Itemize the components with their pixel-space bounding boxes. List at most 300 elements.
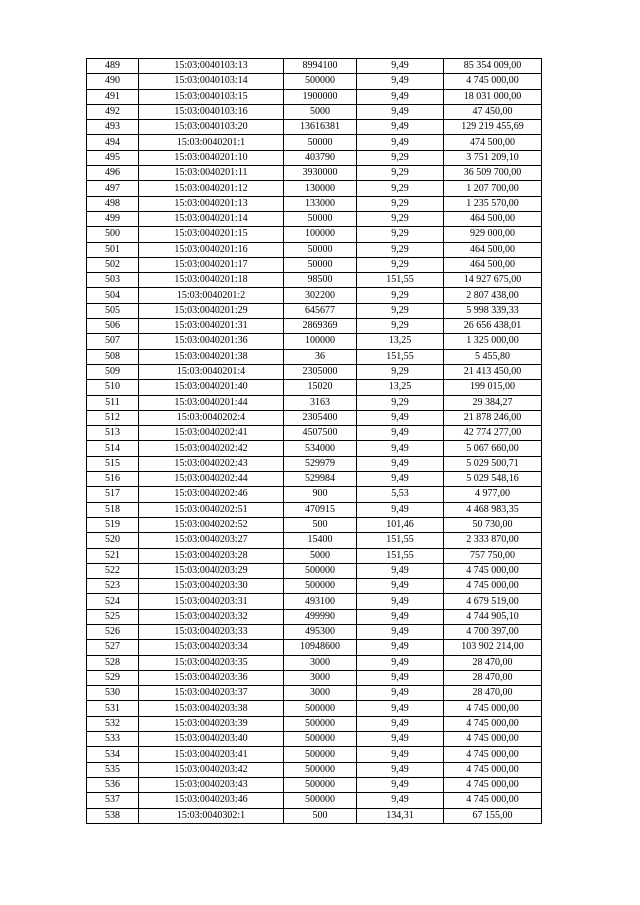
table-row: [87, 609, 542, 624]
rate-cell: 9,49: [357, 732, 444, 747]
rate-cell: 9,29: [357, 257, 444, 272]
value-cell: 4 745 000,00: [444, 74, 542, 89]
area-cell: 5000: [284, 104, 357, 119]
area-cell: 3000: [284, 655, 357, 670]
area-cell: 10948600: [284, 640, 357, 655]
table-row: [87, 257, 542, 272]
cadastral-number-cell: 15:03:0040202:46: [139, 487, 284, 502]
value-cell: 4 744 905,10: [444, 609, 542, 624]
table-row: [87, 548, 542, 563]
value-cell: 36 509 700,00: [444, 166, 542, 181]
area-cell: 50000: [284, 257, 357, 272]
rate-cell: 151,55: [357, 273, 444, 288]
area-cell: 302200: [284, 288, 357, 303]
cadastral-number-cell: 15:03:0040201:17: [139, 257, 284, 272]
row-number-cell: 500: [87, 227, 139, 242]
rate-cell: 9,49: [357, 655, 444, 670]
cadastral-number-cell: 15:03:0040203:43: [139, 777, 284, 792]
row-number-cell: 537: [87, 793, 139, 808]
cadastral-number-cell: 15:03:0040202:43: [139, 456, 284, 471]
rate-cell: 9,49: [357, 563, 444, 578]
row-number-cell: 510: [87, 380, 139, 395]
table-row: [87, 227, 542, 242]
value-cell: 464 500,00: [444, 242, 542, 257]
value-cell: 4 745 000,00: [444, 777, 542, 792]
area-cell: 529979: [284, 456, 357, 471]
cadastral-number-cell: 15:03:0040203:46: [139, 793, 284, 808]
table-row: [87, 59, 542, 74]
row-number-cell: 503: [87, 273, 139, 288]
rate-cell: 9,49: [357, 410, 444, 425]
cadastral-number-cell: 15:03:0040201:14: [139, 211, 284, 226]
area-cell: 529984: [284, 472, 357, 487]
value-cell: 5 029 500,71: [444, 456, 542, 471]
table-row: [87, 150, 542, 165]
value-cell: 2 333 870,00: [444, 533, 542, 548]
value-cell: 4 700 397,00: [444, 624, 542, 639]
area-cell: 13616381: [284, 120, 357, 135]
area-cell: 50000: [284, 135, 357, 150]
area-cell: 500000: [284, 732, 357, 747]
value-cell: 474 500,00: [444, 135, 542, 150]
value-cell: 1 235 570,00: [444, 196, 542, 211]
table-row: [87, 319, 542, 334]
value-cell: 1 207 700,00: [444, 181, 542, 196]
rate-cell: 9,49: [357, 624, 444, 639]
row-number-cell: 522: [87, 563, 139, 578]
value-cell: 47 450,00: [444, 104, 542, 119]
cadastral-number-cell: 15:03:0040203:40: [139, 732, 284, 747]
table-row: [87, 166, 542, 181]
table-row: [87, 211, 542, 226]
value-cell: 199 015,00: [444, 380, 542, 395]
rate-cell: 9,29: [357, 303, 444, 318]
cadastral-number-cell: 15:03:0040203:32: [139, 609, 284, 624]
row-number-cell: 512: [87, 410, 139, 425]
cadastral-number-cell: 15:03:0040203:37: [139, 686, 284, 701]
row-number-cell: 491: [87, 89, 139, 104]
value-cell: 18 031 000,00: [444, 89, 542, 104]
cadastral-number-cell: 15:03:0040201:15: [139, 227, 284, 242]
row-number-cell: 511: [87, 395, 139, 410]
value-cell: 42 774 277,00: [444, 426, 542, 441]
rate-cell: 151,55: [357, 349, 444, 364]
area-cell: 1900000: [284, 89, 357, 104]
value-cell: 757 750,00: [444, 548, 542, 563]
rate-cell: 9,49: [357, 640, 444, 655]
table-row: [87, 686, 542, 701]
row-number-cell: 538: [87, 808, 139, 823]
area-cell: 500000: [284, 762, 357, 777]
row-number-cell: 506: [87, 319, 139, 334]
area-cell: 500000: [284, 701, 357, 716]
value-cell: 464 500,00: [444, 211, 542, 226]
row-number-cell: 523: [87, 579, 139, 594]
area-cell: 100000: [284, 227, 357, 242]
row-number-cell: 509: [87, 364, 139, 379]
value-cell: 3 751 209,10: [444, 150, 542, 165]
cadastral-number-cell: 15:03:0040103:16: [139, 104, 284, 119]
table-row: [87, 74, 542, 89]
row-number-cell: 496: [87, 166, 139, 181]
cadastral-number-cell: 15:03:0040201:2: [139, 288, 284, 303]
cadastral-number-cell: 15:03:0040201:13: [139, 196, 284, 211]
rate-cell: 9,29: [357, 288, 444, 303]
value-cell: 21 878 246,00: [444, 410, 542, 425]
rate-cell: 9,49: [357, 609, 444, 624]
table-row: [87, 426, 542, 441]
area-cell: 98500: [284, 273, 357, 288]
value-cell: 4 745 000,00: [444, 762, 542, 777]
area-cell: 3163: [284, 395, 357, 410]
table-row: [87, 716, 542, 731]
row-number-cell: 492: [87, 104, 139, 119]
cadastral-number-cell: 15:03:0040202:4: [139, 410, 284, 425]
cadastral-number-cell: 15:03:0040201:1: [139, 135, 284, 150]
value-cell: 14 927 675,00: [444, 273, 542, 288]
rate-cell: 9,49: [357, 686, 444, 701]
area-cell: 500000: [284, 777, 357, 792]
rate-cell: 151,55: [357, 533, 444, 548]
area-cell: 500: [284, 517, 357, 532]
area-cell: 500000: [284, 579, 357, 594]
value-cell: 4 745 000,00: [444, 716, 542, 731]
table-row: [87, 456, 542, 471]
area-cell: 900: [284, 487, 357, 502]
cadastral-number-cell: 15:03:0040201:4: [139, 364, 284, 379]
rate-cell: 9,49: [357, 762, 444, 777]
rate-cell: 9,49: [357, 670, 444, 685]
rate-cell: 134,31: [357, 808, 444, 823]
rate-cell: 9,29: [357, 211, 444, 226]
cadastral-number-cell: 15:03:0040201:12: [139, 181, 284, 196]
cadastral-number-cell: 15:03:0040203:34: [139, 640, 284, 655]
area-cell: 500000: [284, 747, 357, 762]
rate-cell: 9,49: [357, 472, 444, 487]
table-row: [87, 594, 542, 609]
area-cell: 534000: [284, 441, 357, 456]
rate-cell: 9,49: [357, 701, 444, 716]
row-number-cell: 518: [87, 502, 139, 517]
row-number-cell: 507: [87, 334, 139, 349]
table-row: [87, 472, 542, 487]
value-cell: 67 155,00: [444, 808, 542, 823]
table-body: [87, 59, 542, 824]
value-cell: 464 500,00: [444, 257, 542, 272]
area-cell: 645677: [284, 303, 357, 318]
value-cell: 4 745 000,00: [444, 732, 542, 747]
rate-cell: 13,25: [357, 334, 444, 349]
row-number-cell: 534: [87, 747, 139, 762]
cadastral-number-cell: 15:03:0040103:13: [139, 59, 284, 74]
table-row: [87, 303, 542, 318]
value-cell: 28 470,00: [444, 670, 542, 685]
area-cell: 5000: [284, 548, 357, 563]
rate-cell: 9,49: [357, 135, 444, 150]
row-number-cell: 517: [87, 487, 139, 502]
cadastral-number-cell: 15:03:0040202:42: [139, 441, 284, 456]
area-cell: 500000: [284, 716, 357, 731]
rate-cell: 9,49: [357, 747, 444, 762]
cadastral-number-cell: 15:03:0040203:35: [139, 655, 284, 670]
table-row: [87, 732, 542, 747]
area-cell: 495300: [284, 624, 357, 639]
rate-cell: 9,49: [357, 441, 444, 456]
cadastral-number-cell: 15:03:0040201:18: [139, 273, 284, 288]
cadastral-number-cell: 15:03:0040202:41: [139, 426, 284, 441]
cadastral-number-cell: 15:03:0040201:31: [139, 319, 284, 334]
row-number-cell: 536: [87, 777, 139, 792]
area-cell: 500: [284, 808, 357, 823]
area-cell: 403790: [284, 150, 357, 165]
area-cell: 4507500: [284, 426, 357, 441]
value-cell: 4 679 519,00: [444, 594, 542, 609]
cadastral-number-cell: 15:03:0040201:44: [139, 395, 284, 410]
cadastral-number-cell: 15:03:0040202:51: [139, 502, 284, 517]
value-cell: 26 656 438,01: [444, 319, 542, 334]
row-number-cell: 530: [87, 686, 139, 701]
rate-cell: 9,49: [357, 89, 444, 104]
rate-cell: 9,29: [357, 395, 444, 410]
rate-cell: 9,49: [357, 579, 444, 594]
table-row: [87, 655, 542, 670]
rate-cell: 9,29: [357, 196, 444, 211]
rate-cell: 9,49: [357, 120, 444, 135]
cadastral-number-cell: 15:03:0040201:11: [139, 166, 284, 181]
rate-cell: 9,29: [357, 319, 444, 334]
table-row: [87, 181, 542, 196]
table-row: [87, 104, 542, 119]
row-number-cell: 498: [87, 196, 139, 211]
rate-cell: 9,49: [357, 594, 444, 609]
cadastral-number-cell: 15:03:0040201:36: [139, 334, 284, 349]
data-table: [86, 58, 542, 824]
row-number-cell: 527: [87, 640, 139, 655]
table-row: [87, 579, 542, 594]
row-number-cell: 493: [87, 120, 139, 135]
area-cell: 15020: [284, 380, 357, 395]
table-row: [87, 441, 542, 456]
area-cell: 133000: [284, 196, 357, 211]
value-cell: 21 413 450,00: [444, 364, 542, 379]
table-row: [87, 563, 542, 578]
table-row: [87, 349, 542, 364]
area-cell: 36: [284, 349, 357, 364]
rate-cell: 9,49: [357, 793, 444, 808]
row-number-cell: 516: [87, 472, 139, 487]
cadastral-number-cell: 15:03:0040203:38: [139, 701, 284, 716]
table-row: [87, 701, 542, 716]
row-number-cell: 533: [87, 732, 139, 747]
row-number-cell: 489: [87, 59, 139, 74]
cadastral-number-cell: 15:03:0040201:38: [139, 349, 284, 364]
table-row: [87, 517, 542, 532]
table-row: [87, 624, 542, 639]
area-cell: 8994100: [284, 59, 357, 74]
cadastral-number-cell: 15:03:0040103:15: [139, 89, 284, 104]
area-cell: 2305000: [284, 364, 357, 379]
rate-cell: 9,29: [357, 242, 444, 257]
value-cell: 129 219 455,69: [444, 120, 542, 135]
value-cell: 2 807 438,00: [444, 288, 542, 303]
value-cell: 5 067 660,00: [444, 441, 542, 456]
row-number-cell: 495: [87, 150, 139, 165]
row-number-cell: 505: [87, 303, 139, 318]
value-cell: 50 730,00: [444, 517, 542, 532]
table-row: [87, 670, 542, 685]
rate-cell: 9,49: [357, 104, 444, 119]
area-cell: 2305400: [284, 410, 357, 425]
row-number-cell: 515: [87, 456, 139, 471]
cadastral-number-cell: 15:03:0040203:31: [139, 594, 284, 609]
cadastral-number-cell: 15:03:0040202:44: [139, 472, 284, 487]
table-row: [87, 364, 542, 379]
rate-cell: 9,29: [357, 227, 444, 242]
cadastral-number-cell: 15:03:0040203:36: [139, 670, 284, 685]
cadastral-number-cell: 15:03:0040203:39: [139, 716, 284, 731]
row-number-cell: 490: [87, 74, 139, 89]
value-cell: 29 384,27: [444, 395, 542, 410]
value-cell: 4 745 000,00: [444, 563, 542, 578]
table-row: [87, 502, 542, 517]
rate-cell: 9,49: [357, 74, 444, 89]
value-cell: 4 745 000,00: [444, 579, 542, 594]
table-row: [87, 288, 542, 303]
rate-cell: 13,25: [357, 380, 444, 395]
row-number-cell: 502: [87, 257, 139, 272]
area-cell: 500000: [284, 793, 357, 808]
table-row: [87, 777, 542, 792]
row-number-cell: 494: [87, 135, 139, 150]
row-number-cell: 519: [87, 517, 139, 532]
value-cell: 28 470,00: [444, 655, 542, 670]
row-number-cell: 499: [87, 211, 139, 226]
cadastral-number-cell: 15:03:0040203:29: [139, 563, 284, 578]
value-cell: 103 902 214,00: [444, 640, 542, 655]
cadastral-number-cell: 15:03:0040103:14: [139, 74, 284, 89]
row-number-cell: 521: [87, 548, 139, 563]
rate-cell: 9,29: [357, 181, 444, 196]
area-cell: 499990: [284, 609, 357, 624]
cadastral-number-cell: 15:03:0040203:42: [139, 762, 284, 777]
row-number-cell: 531: [87, 701, 139, 716]
cadastral-number-cell: 15:03:0040202:52: [139, 517, 284, 532]
area-cell: 500000: [284, 74, 357, 89]
rate-cell: 101,46: [357, 517, 444, 532]
rate-cell: 5,53: [357, 487, 444, 502]
table-row: [87, 533, 542, 548]
area-cell: 2869369: [284, 319, 357, 334]
rate-cell: 9,49: [357, 777, 444, 792]
area-cell: 500000: [284, 563, 357, 578]
table-row: [87, 334, 542, 349]
rate-cell: 9,49: [357, 59, 444, 74]
table-row: [87, 640, 542, 655]
cadastral-number-cell: 15:03:0040201:16: [139, 242, 284, 257]
area-cell: 470915: [284, 502, 357, 517]
value-cell: 1 325 000,00: [444, 334, 542, 349]
cadastral-number-cell: 15:03:0040103:20: [139, 120, 284, 135]
row-number-cell: 526: [87, 624, 139, 639]
rate-cell: 9,49: [357, 716, 444, 731]
table-row: [87, 120, 542, 135]
table-row: [87, 135, 542, 150]
cadastral-number-cell: 15:03:0040203:33: [139, 624, 284, 639]
row-number-cell: 524: [87, 594, 139, 609]
cadastral-number-cell: 15:03:0040201:40: [139, 380, 284, 395]
row-number-cell: 508: [87, 349, 139, 364]
value-cell: 4 745 000,00: [444, 747, 542, 762]
value-cell: 4 468 983,35: [444, 502, 542, 517]
area-cell: 50000: [284, 242, 357, 257]
row-number-cell: 513: [87, 426, 139, 441]
table-row: [87, 395, 542, 410]
rate-cell: 151,55: [357, 548, 444, 563]
table-row: [87, 808, 542, 823]
row-number-cell: 520: [87, 533, 139, 548]
row-number-cell: 501: [87, 242, 139, 257]
value-cell: 4 977,00: [444, 487, 542, 502]
table-row: [87, 487, 542, 502]
area-cell: 3000: [284, 686, 357, 701]
row-number-cell: 525: [87, 609, 139, 624]
table-row: [87, 380, 542, 395]
row-number-cell: 504: [87, 288, 139, 303]
value-cell: 28 470,00: [444, 686, 542, 701]
table-row: [87, 89, 542, 104]
area-cell: 3000: [284, 670, 357, 685]
cadastral-number-cell: 15:03:0040302:1: [139, 808, 284, 823]
rate-cell: 9,49: [357, 502, 444, 517]
cadastral-number-cell: 15:03:0040203:30: [139, 579, 284, 594]
cadastral-number-cell: 15:03:0040201:10: [139, 150, 284, 165]
rate-cell: 9,29: [357, 150, 444, 165]
row-number-cell: 529: [87, 670, 139, 685]
value-cell: 85 354 009,00: [444, 59, 542, 74]
row-number-cell: 514: [87, 441, 139, 456]
row-number-cell: 535: [87, 762, 139, 777]
cadastral-number-cell: 15:03:0040203:27: [139, 533, 284, 548]
area-cell: 50000: [284, 211, 357, 226]
table-row: [87, 747, 542, 762]
cadastral-number-cell: 15:03:0040203:28: [139, 548, 284, 563]
rate-cell: 9,29: [357, 166, 444, 181]
area-cell: 3930000: [284, 166, 357, 181]
rate-cell: 9,29: [357, 364, 444, 379]
cadastral-number-cell: 15:03:0040203:41: [139, 747, 284, 762]
value-cell: 4 745 000,00: [444, 701, 542, 716]
table-row: [87, 762, 542, 777]
table-row: [87, 410, 542, 425]
table-row: [87, 196, 542, 211]
value-cell: 5 998 339,33: [444, 303, 542, 318]
value-cell: 5 455,80: [444, 349, 542, 364]
table-row: [87, 242, 542, 257]
value-cell: 4 745 000,00: [444, 793, 542, 808]
value-cell: 929 000,00: [444, 227, 542, 242]
row-number-cell: 532: [87, 716, 139, 731]
rate-cell: 9,49: [357, 426, 444, 441]
area-cell: 493100: [284, 594, 357, 609]
area-cell: 130000: [284, 181, 357, 196]
table-row: [87, 273, 542, 288]
value-cell: 5 029 548,16: [444, 472, 542, 487]
row-number-cell: 528: [87, 655, 139, 670]
table-row: [87, 793, 542, 808]
rate-cell: 9,49: [357, 456, 444, 471]
area-cell: 15400: [284, 533, 357, 548]
row-number-cell: 497: [87, 181, 139, 196]
